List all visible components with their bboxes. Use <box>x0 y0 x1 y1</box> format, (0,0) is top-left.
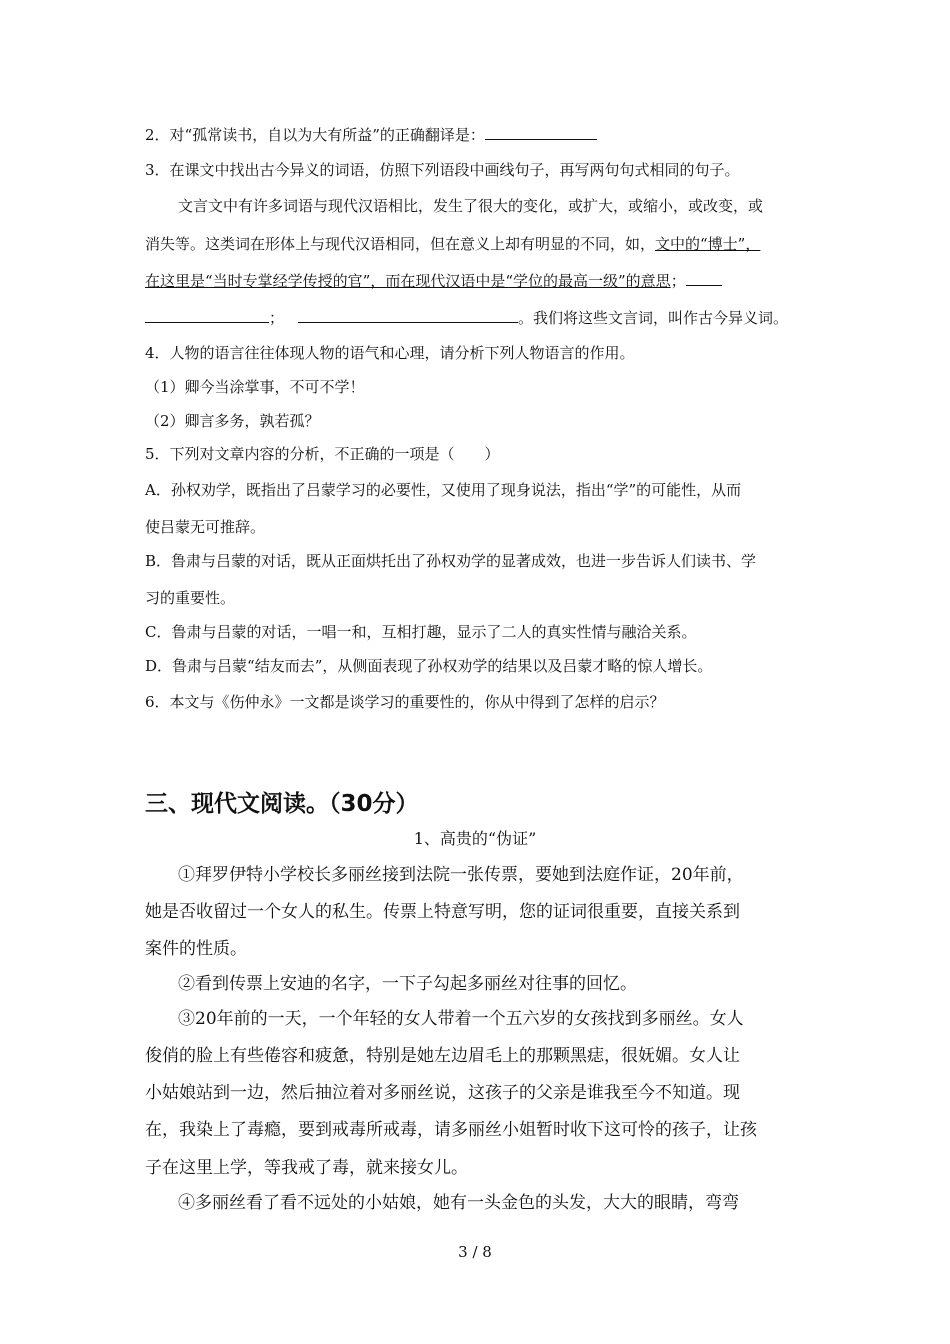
option-a-line-1: A．孙权劝学，既指出了吕蒙学习的必要性，又使用了现身说法，指出“学”的可能性，从而 <box>145 481 742 499</box>
paragraph-3-line-1: ③20年前的一天，一个年轻的女人带着一个五六岁的女孩找到多丽丝。女人 <box>178 1009 744 1029</box>
passage-text: 消失等。这类词在形体上与现代汉语相同，但在意义上却有明显的不同，如， <box>145 235 656 253</box>
option-d: D．鲁肃与吕蒙“结友而去”，从侧面表现了孙权劝学的结果以及吕蒙才略的惊人增长。 <box>145 657 713 675</box>
option-b-line-2: 习的重要性。 <box>145 589 236 607</box>
question-3-passage-line-1: 文言文中有许多词语与现代汉语相比，发生了很大的变化，或扩大，或缩小，或改变，或 <box>178 197 764 215</box>
section-heading: 三、现代文阅读。（30分） <box>145 791 419 817</box>
paragraph-4-line-1: ④多丽丝看了看不远处的小姑娘，她有一头金色的头发，大大的眼睛，弯弯 <box>178 1193 739 1213</box>
question-4-item-1: （1）卿今当涂掌事，不可不学！ <box>145 378 365 396</box>
paragraph-2-line-1: ②看到传票上安迪的名字，一下子勾起多丽丝对往事的回忆。 <box>178 974 637 994</box>
option-a-line-2: 使吕蒙无可推辞。 <box>145 518 266 536</box>
answer-blank[interactable] <box>485 125 597 140</box>
question-6: 6．本文与《伤仲永》一文都是谈学习的重要性的，你从中得到了怎样的启示？ <box>145 693 665 711</box>
question-3-passage-line-2 <box>145 233 760 254</box>
paragraph-3-line-4: 在，我染上了毒瘾，要到戒毒所戒毒，请多丽丝小姐暂时收下这可怜的孩子，让孩 <box>145 1120 757 1140</box>
underlined-sentence: 在这里是“当时专掌经学传授的官”，而在现代汉语中是“学位的最高一级”的意思 <box>145 272 671 290</box>
option-b-line-1: B．鲁肃与吕蒙的对话，既从正面烘托出了孙权劝学的显著成效，也进一步告诉人们读书、学 <box>145 552 757 570</box>
page-number: 3 / 8 <box>458 1243 492 1261</box>
question-5: 5．下列对文章内容的分析，不正确的一项是（ ） <box>145 445 500 463</box>
question-2 <box>145 124 597 145</box>
paragraph-3-line-2: 俊俏的脸上有些倦容和疲惫，特别是她左边眉毛上的那颗黑痣，很妩媚。女人让 <box>145 1046 740 1066</box>
question-4: 4．人物的语言往往体现人物的语气和心理，请分析下列人物语言的作用。 <box>145 344 635 362</box>
paragraph-1-line-1: ①拜罗伊特小学校长多丽丝接到法院一张传票，要她到法庭作证，20年前， <box>178 865 744 885</box>
passage-text: ； <box>670 272 686 290</box>
question-3: 3．在课文中找出古今异义的词语，仿照下列语段中画线句子，再写两句句式相同的句子。 <box>145 161 740 179</box>
article-title: 1、高贵的“伪证” <box>413 829 537 848</box>
paragraph-3-line-3: 小姑娘站到一边，然后抽泣着对多丽丝说，这孩子的父亲是谁我至今不知道。现 <box>145 1083 740 1103</box>
answer-blank[interactable] <box>686 271 722 286</box>
paragraph-1-line-3: 案件的性质。 <box>145 939 247 959</box>
question-2-text: 2．对“孤常读书，自以为大有所益”的正确翻译是： <box>145 126 485 144</box>
passage-text: ； <box>269 309 285 327</box>
paragraph-3-line-5: 子在这里上学，等我戒了毒，就来接女儿。 <box>145 1158 468 1178</box>
option-c: C．鲁肃与吕蒙的对话，一唱一和，互相打趣，显示了二人的真实性情与融洽关系。 <box>145 623 697 641</box>
question-3-passage-line-3 <box>145 270 722 291</box>
question-3-passage-line-4 <box>145 307 788 328</box>
underlined-sentence: 文中的“博士”， <box>655 235 761 253</box>
passage-text: 。我们将这些文言词，叫作古今异义词。 <box>518 309 789 327</box>
question-4-item-2: （2）卿言多务，孰若孤？ <box>145 412 320 430</box>
paragraph-1-line-2: 她是否收留过一个女人的私生。传票上特意写明，您的证词很重要，直接关系到 <box>145 902 740 922</box>
answer-blank[interactable] <box>145 308 269 323</box>
answer-blank[interactable] <box>298 308 518 323</box>
